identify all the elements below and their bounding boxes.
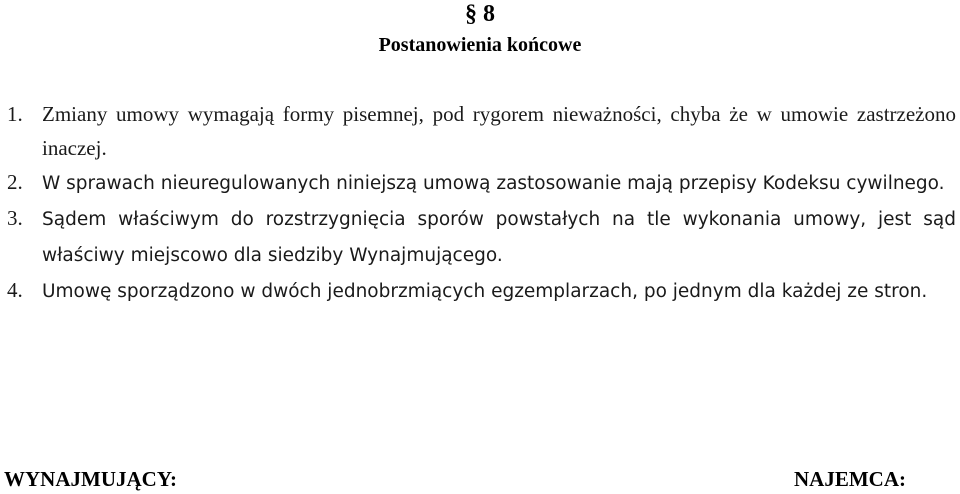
provision-number: 4. bbox=[7, 278, 23, 302]
provision-item-4 bbox=[7, 273, 956, 309]
provision-text: W sprawach nieuregulowanych niniejszą umową zastosowanie mają przepisy Kodeksu cywilnego. bbox=[42, 173, 945, 194]
section-title: Postanowienia końcowe bbox=[378, 34, 582, 56]
provision-item-1 bbox=[7, 97, 956, 165]
landlord-signature-label: WYNAJMUJĄCY: bbox=[4, 467, 178, 491]
section-number: § 8 bbox=[465, 1, 495, 27]
provision-number: 1. bbox=[7, 102, 23, 126]
provision-item-3 bbox=[7, 201, 956, 273]
provision-item-2 bbox=[7, 165, 956, 201]
provision-number: 2. bbox=[7, 170, 23, 194]
provisions-list bbox=[7, 97, 956, 309]
provision-text: Umowę sporządzono w dwóch jednobrzmiących egzemplarzach, po jednym dla każdej ze stron. bbox=[42, 281, 928, 302]
provision-number: 3. bbox=[7, 206, 23, 230]
provision-text: Zmiany umowy wymagają formy pisemnej, pod rygorem nieważności, chyba że w umowie zastrzeżono inaczej. bbox=[42, 102, 956, 160]
tenant-signature-label: NAJEMCA: bbox=[794, 467, 906, 491]
provision-text: Sądem właściwym do rozstrzygnięcia sporów powstałych na tle wykonania umowy, jest sąd właściwy miejscowo dla siedziby Wynajmującego. bbox=[42, 209, 956, 266]
